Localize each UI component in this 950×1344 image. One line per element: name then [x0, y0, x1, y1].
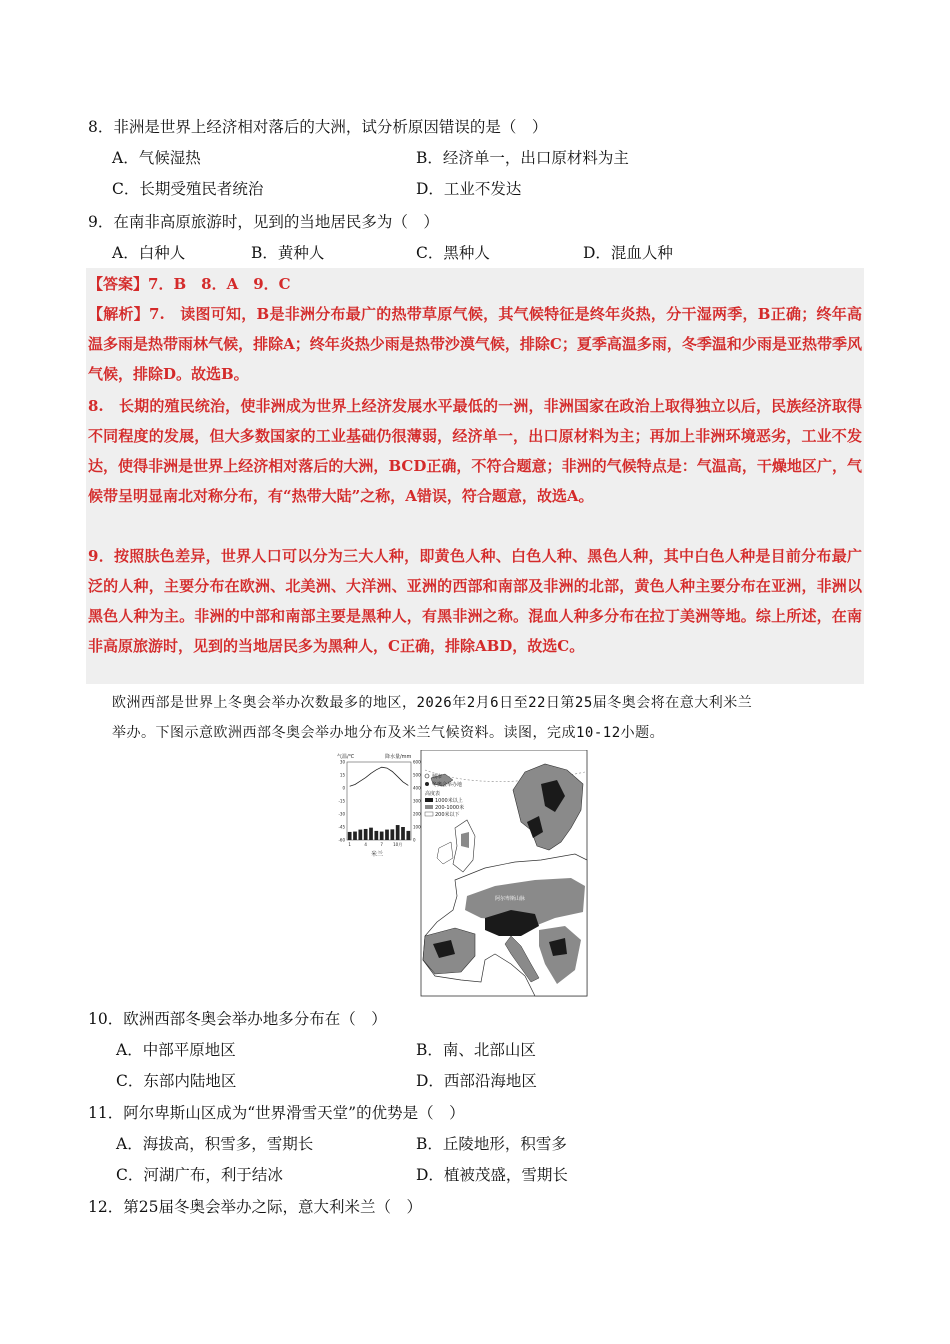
temp-tick-label: 15 [339, 772, 345, 778]
city-symbol-icon [425, 774, 429, 778]
legend-city: 城市 [432, 774, 443, 780]
precip-bar [353, 832, 357, 840]
map-alps-label: 阿尔卑斯山脉 [495, 896, 526, 902]
question-8-stem: 8．非洲是世界上经济相对落后的大洲，试分析原因错误的是（ ） [88, 118, 548, 136]
precip-bar [374, 831, 378, 840]
precip-bar [401, 827, 405, 840]
precip-axis-label: 降水量/mm [385, 754, 412, 760]
temp-axis-label: 气温/℃ [337, 754, 355, 760]
legend-elevation-title: 高度表 [425, 791, 441, 797]
temp-tick-label: 0 [342, 785, 345, 791]
temp-tick-label: -30 [338, 811, 345, 817]
precip-tick-label: 600 [413, 759, 421, 765]
analysis-tag: 【解析】 [88, 305, 150, 323]
precip-bar [364, 829, 368, 840]
question-11-stem: 11．阿尔卑斯山区成为“世界滑雪天堂”的优势是（ ） [88, 1104, 465, 1122]
precip-bar [358, 830, 362, 840]
q10-option-c: C．东部内陆地区 [116, 1072, 237, 1090]
precip-tick-label: 0 [413, 837, 416, 843]
olympic-symbol-icon [425, 782, 429, 786]
q10-option-d: D．西部沿海地区 [416, 1072, 537, 1090]
q11-option-d: D．植被茂盛，雪期长 [416, 1166, 568, 1184]
q11-option-b: B．丘陵地形，积雪多 [416, 1135, 567, 1153]
precip-tick-label: 100 [413, 824, 421, 830]
q9-option-d: D．混血人种 [583, 244, 673, 262]
precip-bar [390, 829, 394, 840]
precip-tick-label: 500 [413, 772, 421, 778]
q8-option-c: C．长期受殖民者统治 [112, 180, 264, 198]
month-tick-label: 10月 [393, 842, 403, 847]
precip-ticks [413, 760, 421, 843]
q9-option-c: C．黑种人 [416, 244, 490, 262]
legend-high: 1000米以上 [435, 798, 463, 804]
temp-tick-label: -60 [338, 837, 345, 843]
intro-line-1: 欧洲西部是世界上冬奥会举办次数最多的地区，2026年2月6日至22日第25届冬奥会将在意大利米兰 [112, 695, 753, 711]
month-ticks [348, 841, 402, 847]
europe-map [421, 750, 587, 996]
q8-option-b: B．经济单一，出口原材料为主 [416, 149, 629, 167]
temp-tick-label: 30 [339, 759, 345, 765]
legend-low: 200米以下 [435, 812, 460, 818]
q10-option-a: A．中部平原地区 [116, 1041, 236, 1059]
answer-tag: 【答案】 [88, 275, 149, 293]
europe-winter-olympics-figure [335, 750, 591, 998]
precip-tick-label: 300 [413, 798, 421, 804]
q10-option-b: B．南、北部山区 [416, 1041, 536, 1059]
legend-high-swatch [425, 798, 433, 802]
precip-bars [348, 825, 410, 840]
question-12-stem: 12．第25届冬奥会举办之际，意大利米兰（ ） [88, 1198, 422, 1216]
intro-line-2: 举办。下图示意欧洲西部冬奥会举办地分布及米兰气候资料。读图，完成10-12小题。 [112, 725, 665, 741]
precip-bar [396, 825, 400, 840]
month-tick-label: 4 [364, 842, 367, 847]
analysis-9: 9．按照肤色差异，世界人口可以分为三大人种，即黄色人种、白色人种、黑色人种，其中白色人种是目前分布最广泛的人种，主要分布在欧洲、北美洲、大洋洲、亚洲的西部和南部及非洲的北部，黄色人种主要分布在亚洲，非洲以黑色人种为主。非洲的中部和南部主要是黑种人，有黑非洲之称。混血人种多分布在拉丁美洲等地。综上所述，在南非高原旅游时，见到的当地居民多为黑种人，C正确，排除ABD，故选C。 [88, 547, 862, 655]
q8-option-d: D．工业不发达 [416, 180, 522, 198]
legend-mid-swatch [425, 805, 433, 809]
answer-line [88, 273, 291, 295]
legend-mid: 200-1000米 [435, 805, 465, 811]
q9-option-a: A．白种人 [112, 244, 186, 262]
precip-bar [380, 832, 384, 840]
precip-tick-label: 400 [413, 785, 421, 791]
question-9-stem: 9．在南非高原旅游时，见到的当地居民多为（ ） [88, 213, 439, 231]
precip-bar [369, 828, 373, 840]
analysis-8: 8. 长期的殖民统治，使非洲成为世界上经济发展水平最低的一洲，非洲国家在政治上取得独立以后，民族经济取得不同程度的发展，但大多数国家的工业基础仍很薄弱，经济单一，出口原材料为主；再加上非洲环境恶劣，工业不发达，使得非洲是世界上经济相对落后的大洲，BCD正确，不符合题意；非洲的气候特点是：气温高，干燥地区广，气候带呈明显南北对称分布，有“热带大陆”之称，A错误，符合题意，故选A。 [88, 397, 862, 505]
month-tick-label: 7 [380, 842, 383, 847]
precip-bar [385, 830, 389, 840]
precip-tick-label: 200 [413, 811, 421, 817]
temp-tick-label: -45 [338, 824, 345, 830]
legend-olympic: 冬奥会举办地 [432, 782, 463, 788]
q11-option-c: C．河湖广布，利于结冰 [116, 1166, 283, 1184]
answer-text: 7．B 8．A 9．C [148, 275, 291, 293]
milan-climate-chart [337, 753, 421, 858]
precip-bar [348, 832, 352, 840]
precip-bar [406, 831, 410, 840]
question-10-stem: 10．欧洲西部冬奥会举办地多分布在（ ） [88, 1010, 387, 1028]
q9-option-b: B．黄种人 [251, 244, 325, 262]
analysis-7 [88, 299, 862, 389]
legend-low-swatch [425, 812, 433, 816]
temp-tick-label: -15 [338, 798, 345, 804]
chart-city-label: 米兰 [371, 851, 384, 858]
analysis-7-text: 7. 读图可知，B是非洲分布最广的热带草原气候，其气候特征是终年炎热，分干湿两季，B正确；终年高温多雨是热带雨林气候，排除A；终年炎热少雨是热带沙漠气候，排除C；夏季高温多雨，冬季温和少雨是亚热带季风气候，排除D。故选B。 [88, 305, 862, 383]
temperature-line [350, 767, 409, 786]
q11-option-a: A．海拔高，积雪多，雪期长 [116, 1135, 314, 1153]
figure-svg [335, 750, 591, 998]
q8-option-a: A．气候湿热 [112, 149, 201, 167]
temp-ticks [338, 760, 345, 843]
month-tick-label: 1 [348, 842, 351, 847]
